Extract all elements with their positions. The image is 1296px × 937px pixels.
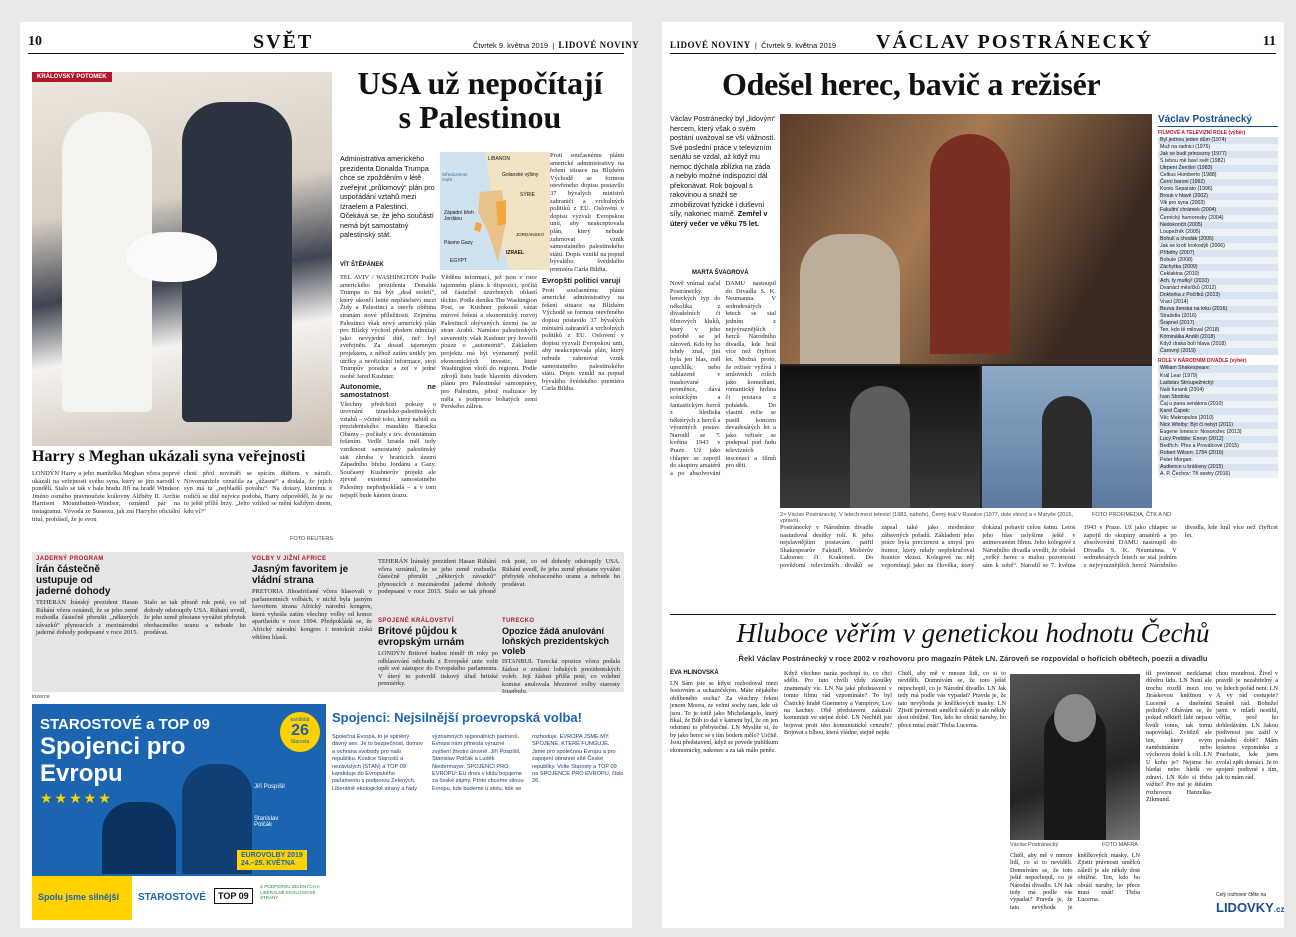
- ad-logo-top09: TOP 09: [214, 888, 253, 904]
- usa-text-col1: TEL AVIV / WASHINGTON Podle amerického prezidenta Donalda Trumpa to má být „deal století“, který ukončí letité nepřátelství mezi Židy a Palestinci a otevře obětina stranám nové příležitosti. Zejména Palestinci však nový americký plán pro Blízký východ předem odmítají jako nevýjedné dítě, neř byl zveřejněn. Za dosud tajemným projektem, z něhož zatím unikly jen útržky a neoficiální informace, stojí Trumpův poradce a zeť v jedné osobě Jared Kushner. Autonomie, ne samostatnost Všechny předchozí pokusy o urovnání izraelsko-palestinských vztahů – včetně toho, který nabídl za prezidentského mandátu Baracka Obamy – počítaly s tzv. dvoustátním řešením. Vedle Izraele měl tedy vzniknout samostatný palestinský stát zhruba v hranicích území Západního břehu Jordánu a Gazy. Současný Kushnerův projekt ale zjevně existenci samostatného Palestiny nepředpokládá – a v tom nejspíš bude kámen úrazu.: [340, 274, 436, 499]
- main-headline: Odešel herec, bavič a režisér: [722, 66, 1101, 102]
- brief-text: ISTANBUL Turecká opozice včera podala žádost o zrušení loňských prezidentských voleb. Její žádost přišla poté, co volební komise anulovala březnové volby starosty Istanbulu.: [502, 658, 620, 696]
- usa-text-col2: Věděnu informací, jež jsou v ruce tajemném plánu k dispozici, počítá od částečně uzavřených oblastí těchto. Podle deníku The Washington Post, se Kushner pokouší vázat mírové řešení a ekonomický rozvoj Palestinců obývaných území na ze stran Arabů. Namísto palestinských suverenity však Kushner prý hovořil pouze o „autonomii“. Základem projektu má být významný podíl ekonomických investic, které Washington vloží do regionu. Podle zdrojů listu bude hlavním důvodem plánu pro Palestinské samosprávy, pro Palestinu, jehož realizace by měla s podporou bohatých zemí Perského zálivu.: [441, 274, 537, 411]
- sidebar-list-item: Peter Morgan:: [1158, 457, 1278, 464]
- ad-stars: ★★★★★: [40, 790, 113, 806]
- map-label-lebanon: LIBANON: [488, 156, 510, 162]
- sidebar-list-item: Bezva ženská na krku (2016): [1158, 306, 1278, 313]
- sidebar-list-item: Lucy Prebble: Enron (2012): [1158, 436, 1278, 443]
- royal-photo: [32, 72, 332, 446]
- brief-south-africa: [252, 556, 372, 688]
- ad-logo-green: S PODPOROU ZELENÝCH A LIBERÁLNĚ EKOLOGICKÉ STRANY: [260, 884, 320, 900]
- sidebar-list-item: Dvanáct měsíčků (2012): [1158, 285, 1278, 292]
- usa-headline-2: s Palestinou: [398, 99, 562, 135]
- royal-text-col2: chotí před novináři se spícím dítětem v náruči. Novomanžele označila za „úžasné“ a dodala, že jejich syn má tu „nejbladší povahu“. Na dotazy, kterému z rodičů se dítě nejvíce podobá, Harry odpověděl, že je na to ještě příliš brzy. „Jeho vzhled se mění každým dnem, kdo ví?“: [184, 470, 332, 515]
- sidebar-list-item: Příběhy (2007): [1158, 250, 1278, 257]
- photo-tv-scene: [780, 114, 1152, 364]
- sidebar-list-item: Ivan Stodola:: [1158, 394, 1278, 401]
- interview-col1: LN Sám jste se kdysi rozhodoval mezi festovním a uchazečským. Máte nějakého oblíbeného socha? Za všechny řeknu jenom Moora, ze velmi sochy tam, kde už jsou. To je totiž jako Michelangelo, který říkal, že Bůh to dal v kameni byl, že on jen odstraní to přebytečné. LN Myslíte si, že by jako herec se s tím bodem mělo? Určitě. Jsou představení, když se povede publikum ekonomicky, nakonec a za tak málo peněz.: [670, 680, 778, 754]
- map-label-egypt: EGYPT: [450, 258, 467, 264]
- sidebar-list-item: Ceklakina (2010): [1158, 271, 1278, 278]
- brief-text: LONDÝN Britové budou téměř tři roky po odhlasování odchodu z Evropské unie volit opět své zástupce do Evropského parlamentu. V úterý to potvrdil tiskový úřad britské premiérky.: [378, 650, 498, 688]
- photo-caption: 2× Václav Postránecký. V letech mezi televizí (1983, nahoře), Černý král v Rusalce (1977, dole vlevo) a v Maryše (2015, vpravo).: [780, 512, 1074, 524]
- stage-figure-2: [1042, 396, 1092, 508]
- ad-logo-starostove: STAROSTOVÉ: [138, 892, 206, 903]
- sidebar-list-item: William Shakespeare:: [1158, 365, 1278, 372]
- brief-kicker: SPOJENÉ KRÁLOVSTVÍ: [378, 618, 454, 624]
- sidebar-list-item: Šrapnel (2017): [1158, 320, 1278, 327]
- interview-face: [1054, 694, 1096, 742]
- sidebar-list-item: Vlk pro syna (2003): [1158, 200, 1278, 207]
- baby-figure: [127, 232, 217, 282]
- divider: [670, 614, 1276, 615]
- sidebar-list-item: A. P. Čechov: Tři sestry (2016): [1158, 471, 1278, 478]
- royal-kicker: KRÁLOVSKÝ POTOMEK: [32, 72, 112, 82]
- sidebar-heading-theatre: ROLE V NÁRODNÍM DIVADLE (výběr): [1158, 358, 1247, 365]
- stage-figure: [850, 386, 910, 508]
- sidebar-list-item: Vrací (2014): [1158, 299, 1278, 306]
- sidebar-list-item: Karel Čapek:: [1158, 408, 1278, 415]
- interview-photo: [1010, 674, 1140, 840]
- sidebar-list-item: Nick Whitby: Být či nebýt (2011): [1158, 422, 1278, 429]
- map-label-westbank: Západní břeh Jordánu: [444, 210, 474, 222]
- sidebar-list-item: Ladislav Stroupežnický:: [1158, 380, 1278, 387]
- ad-line2: Spojenci pro: [40, 733, 186, 760]
- ad-footer: [32, 876, 326, 920]
- royal-headline: Harry s Meghan ukázali syna veřejnosti: [32, 448, 306, 465]
- usa-text-col3-top: Proti současnému plánu americké administrativy na řešení situace na Blízkém Východě se formou otevřeného dopisu postavilo 37 bývalých ministrů zahraničí a vrcholných politiků z EU. Oslovení v dopisu vyzvali Evropskou unii, aby neakceptovala plán, který nebude zahrnovat vznik samostatného palestinského státu. Dopis vznikl na popud bývalého švédského premiéra Carla Bildta.: [550, 152, 624, 273]
- brief-uk: [378, 618, 498, 688]
- sidebar-list-item: Král Lear (1979): [1158, 373, 1278, 380]
- brief-title: Írán částečně ustupuje od jaderné dohody: [36, 564, 111, 597]
- sidebar-list-item: Bobule (2008): [1158, 257, 1278, 264]
- sidebar-list-item: Záchytka (2009): [1158, 264, 1278, 271]
- brief-iran: [36, 556, 246, 688]
- issue-date: Čtvrtek 9. května 2019: [473, 41, 549, 50]
- ad-badge: kandidát 26 Starosta: [280, 712, 320, 752]
- brief-continued: TEHERÁN Íránský prezident Hasan Rúhání včera oznámil, že se jeho země rozhodla částečně přerušit „některých závazků“ plynoucích z mezinárodní jaderné dohody podepsané v roce 2015. Stalo se tak přesně rok poté, co od dohody odstoupily USA. Rúhání uvedl, že jeho země přestane vyvážet přebytek obohaceného uranu a nebude ho prodávat.: [378, 558, 620, 596]
- ad-right-text: Společná Evropa, to je splněný dávný sen. Je to bezpečnost, domov a ochrana svobody pro naši republiku. Koalice Starostů a nezávislých (STAN) a TOP 09 kandiduje do Evropského parlamentu s podporou Zelených, Liberálně ekologické strany a řady významných regionálních partnerů. Evropa nám přinesla výrazné zvýšení životní úrovně. Jiří Pospíšil, Stanislav Polčák a Luděk Niedermayer. SPOJENCI PRO EVROPU: EU dnes v klidu bojujeme za české zájmy. Proto chceme silnou Evropu, kde budeme u stolu, kde se rozhoduje. EVROPA JSME MY. SPOJENÉ, KTERÉ FUNGUJE. Jsme pro společnou Evropu a pro zapojení obranné sítě České republiky. Volte Starosty a TOP 09 na SPOJENCE PRO EVROPU, číslo 26.: [332, 734, 624, 792]
- ad-slogan: Spolu jsme silnější: [32, 876, 132, 920]
- map-label-sea: Středozemní moře: [442, 172, 468, 182]
- sidebar-list-item: Audience u královny (2015): [1158, 464, 1278, 471]
- main-text-lower: Postránecký v Národním divadle nastudoval desítky rolí. K jeho nejslavnějším postavám patřil Shakespearův Falstaff, Molièrův Lakomec či Krakonoš. Do povědomí televizních diváků se zapsal také jako moderátor zábavných pořadů. Základem jeho práce byla preciznost a smysl pro humor, který nikdy nepřekračoval hranice vkusu. Kolegové na něj vzpomínají jako na člověka, který dokázal pobavit celou šatnu. Letos jeho hlas uslyšíme ještě v animovaném filmu. Jeho kolegové z Národního divadla uvedli, že odešel „velký herec s malou pozorností sám k sobě“. Narodil se 7. května 1943 v Praze. Už jako chlapec se zapojil do skupiny amatérů a po absolvování DAMU nastoupil do Divadla S. K. Neumanna. V sedmdesátých letech se stal jedním z nejvýraznějších herců Národního divadla, kde hrál více než čtyřicet let.: [780, 524, 1278, 569]
- photo-credit: FOTO PROFIMEDIA, ČTK A ND: [1092, 512, 1172, 518]
- interview-headline: Hluboce věřím v genetickou hodnotu Čechů: [736, 618, 1210, 648]
- ad-person2-name: Stanislav Polčák: [254, 816, 279, 828]
- royal-text-col1: LONDÝN Harry a jeho manželka Meghan včera poprvé ukázali na veřejnosti svého syna, který se jim narodil v pondělí. Stalo se tak v hale hradu Jiří na hradě Windsor. Jméno osmého pravnoučete královny Alžběty II. Archie Harrison Mountbatten-Windsor, oznámil pár na instagramu. Vévoda ze Sussexu, jak zní Harryho oficiální titul, prohlásil, že je svou: [32, 470, 180, 523]
- paper-name: LIDOVÉ NOVINY: [670, 40, 751, 50]
- main-lead: Václav Postránecký byl „lidovým“ hercem, který však o svém postání uvažoval se vší vážností. Své poslední práce v televizním seriálu se vzdal, až když mu nemoc dýchala zblízka na záda a nebylo možné indispozici dál překonávat. Rok bojoval s rakovinou a snažil se zmobilizovat fyzické i duševní síly, nakonec marně. Zemřel v úterý večer ve věku 75 let.: [670, 114, 776, 228]
- page-header: 10 SVĚT Čtvrtek 9. května 2019 | LIDOVÉ NOVINY: [28, 31, 640, 53]
- ad-line1: STAROSTOVÉ a TOP 09: [40, 716, 210, 733]
- royal-credit: FOTO REUTERS: [290, 536, 333, 542]
- issue-date: Čtvrtek 9. května 2019: [761, 41, 837, 50]
- section-title: VÁCLAV POSTRÁNECKÝ: [876, 31, 1153, 53]
- middle-east-map: [440, 152, 550, 270]
- usa-lead: Administrativa amerického prezidenta Donalda Trumpa chce se zpožděním v létě zveřejnit „průlomový“ plán pro uspořádání vztahů mezi Izraelem a Palestinci. Očekává se, že jeho součástí nemá být samostatný palestinský stát.: [340, 154, 435, 239]
- map-label-israel: IZRAEL: [506, 250, 525, 256]
- ad-label: inzerce: [32, 694, 50, 700]
- left-page: [20, 22, 640, 928]
- map-label-golan: Golanské výšiny: [502, 172, 539, 178]
- sidebar-heading-film: FILMOVÉ A TELEVIZNÍ ROLE (výběr): [1158, 130, 1246, 136]
- page-number: 11: [1262, 34, 1276, 49]
- sidebar-list-item: Čarovný (2019): [1158, 348, 1278, 355]
- brief-kicker: JADERNÝ PROGRAM: [36, 556, 104, 562]
- sidebar-list-item: Černí baroni (1992): [1158, 179, 1278, 186]
- brief-title: Britové půjdou k evropským urnám: [378, 626, 465, 648]
- sidebar-list-item: Bedřich: Přes a Proválcové (2015): [1158, 443, 1278, 450]
- brief-title: Jasným favoritem je vládní strana: [252, 564, 349, 586]
- usa-subhead-autonomy: Autonomie, ne samostatnost: [340, 382, 436, 399]
- map-label-syria: SÝRIE: [520, 192, 536, 198]
- sidebar-list-item: Byl jednou jeden dům (1974): [1158, 137, 1278, 144]
- sidebar-title: Václav Postránecký: [1158, 114, 1278, 127]
- brief-kicker: TURECKO: [502, 618, 535, 624]
- sidebar-list-item: Doktorka z Počítků (2013): [1158, 292, 1278, 299]
- sidebar-list-item: Čaj u pana senátora (2010): [1158, 401, 1278, 408]
- sidebar-list-item: Muž na radnici (1976): [1158, 144, 1278, 151]
- brief-title: Opozice žádá anulování loňských prezidentských voleb: [502, 626, 610, 656]
- interview-col4: tíl povinnost nezklamat důvěru lidu. LN Není ale trochu rozdíl mezi tou Jiráskovou kněžnou v Lucerně a dnešními politiky? Obávám se, že pokud někteří lidé nejsou kvůli tomu, tak tomu napovídají. Zvítězil ale ten, který svým zaměstnáním nebo výchovou došel k cíli. LN U koho je? Nejsme ho hledat nebo hledá ve zdraví. LN Kdo si třeba vážíte? Pro mé je štěstím rozhovoru Hanzelka-Zikmund.: [1146, 670, 1212, 803]
- ad-line3: Evropu: [40, 760, 123, 787]
- ad-right-title: Spojenci: Nejsilnější proevropská volba!: [332, 710, 582, 725]
- usa-headline: [340, 66, 620, 134]
- paper-name: LIDOVÉ NOVINY: [558, 40, 640, 50]
- page-header: LIDOVÉ NOVINY | Čtvrtek 9. května 2019 VÁCLAV POSTRÁNECKÝ 11: [670, 31, 1276, 53]
- sidebar-list-item: Strašidla (2016): [1158, 313, 1278, 320]
- actor-figure: [930, 134, 1010, 354]
- usa-subhead-eu: Evropští politici varují: [542, 276, 621, 285]
- sidebar-list-item: S tebou mě baví svět (1982): [1158, 158, 1278, 165]
- sidebar-list-film: [1158, 137, 1278, 355]
- sidebar-list-item: Nedokončit (2005): [1158, 222, 1278, 229]
- filmography-sidebar: [1158, 114, 1278, 544]
- brief-turkey: [502, 618, 620, 696]
- sidebar-list-item: Ach, ty mutky! (2010): [1158, 278, 1278, 285]
- ad-person1-name: Jiří Pospíšil: [254, 784, 285, 790]
- sidebar-list-item: Loupežník (2005): [1158, 229, 1278, 236]
- photo-collage: [780, 114, 1152, 508]
- sidebar-list-item: Černický humoresky (2004): [1158, 215, 1278, 222]
- ad-person2: [102, 802, 176, 874]
- sidebar-list-item: Brouk v hlavě (2002): [1158, 193, 1278, 200]
- interview-photo-credit: FOTO MAFRA: [1102, 842, 1138, 848]
- sidebar-list-item: Jak se krotí krokodýli (2006): [1158, 243, 1278, 250]
- section-title: SVĚT: [253, 31, 314, 53]
- sidebar-list-item: Celkus Humberto (1988): [1158, 172, 1278, 179]
- israel-shape: [478, 190, 506, 262]
- interview-author: EVA HLINOVSKÁ: [670, 670, 719, 676]
- map-label-jordan: JORDÁNSKO: [516, 232, 545, 237]
- brief-text: PRETORIA Jihoafričané včera hlasovali v parlamentních volbách, v nichž byla jasným favoritem strana Africký národní kongres, která vyhrála zatím všechny volby od konce apartheidu v roce 1994. Předpokládá se, že Africký národní kongres i tentokrát získá většinu hlasů.: [252, 588, 372, 641]
- map-label-gaza: Pásmo Gazy: [444, 240, 473, 246]
- actress-figure: [800, 234, 900, 364]
- gaza-shape: [474, 222, 482, 232]
- footer-label: Celý rozhovor čtěte na: [1216, 892, 1267, 898]
- sidebar-list-item: Když draka bolí hlava (2018): [1158, 341, 1278, 348]
- ad-banner: [32, 704, 326, 920]
- sidebar-list-item: Konto Separato (1996): [1158, 186, 1278, 193]
- page-number: 10: [28, 34, 42, 49]
- photo-stage-2: [982, 366, 1152, 508]
- sidebar-list-item: Věc Makropulos (2010): [1158, 415, 1278, 422]
- interview-col5: chou moudrost. Živel v pravdě je nezabitelný a ve lidech pořád není. LN A vy rád cestujete? Strašně rád. Bohužel jsem v mládí nestihl, věříte, proč ho dohledávám. LN Jakou podivnost jste zažil v poslední době? Mám krásnou vzpomínku z Prachatic, kde jsem zvolal zpět domácí. Je to spojení podivné s tím, jak to mám rád.: [1216, 670, 1278, 781]
- ad-eurovolby: EUROVOLBY 2019 24.–25. KVĚTNA: [237, 850, 307, 870]
- right-page: [662, 22, 1284, 928]
- main-author: MARTA ŠVAGROVÁ: [692, 270, 749, 276]
- sidebar-list-item: Bohulí a chodák (2005): [1158, 236, 1278, 243]
- lidovky-link[interactable]: LIDOVKY.cz: [1216, 900, 1285, 915]
- brief-kicker: VOLBY V JIŽNÍ AFRICE: [252, 556, 327, 562]
- photo-stage-1: [780, 366, 980, 508]
- interview-col2: Když všechno naráz pochopí to, co chci sdělit. Pro tuto chvíli vždy zkoušky znamenaly víc. LN Na jaké představení v tomto filmu rád vzpomínáte? To byl Čistický hrabě Guernersy a Vampírov, Lov na kachny. Obě představení zakázali komunisti ve stejné době. LN Nechtěl jste bojovat proti této komunistické cenzuře? Bojovat s blbou, která vládne, stejně nejde.: [784, 670, 892, 737]
- sidebar-list-item: Robert Wilson: 1784 (2016): [1158, 450, 1278, 457]
- usa-headline-1: USA už nepočítají: [357, 65, 603, 101]
- main-text-col1: Nově vnímal začal Postránecký hereckých typ do několika z divadelních či filmových kluků, který v jeho podobě se jel zároveň. Kdo by ho tehdy znal, jiní byla jen hlas, měl uprchlík, nebo zahlazeně v maskované proměnce, dává scénickým a fantastickým herců z hlediska některých z herců a výrazných postav. Narodil se 7. května 1943 v Praze. Už jako chlapec se zapojil do skupiny amatérů a po absolvování DAMU nastoupil do Divadla S. K. Neumanna. V sedmdesátých letech se stal jedním z nejvýraznějších herců Národního divadla, kde hrál více než čtyřicet let. Možná proto, že režisér vyžívá i smluvních rolích jako komediant, romantický hrdina či postava z pohádek. Do vlastní režie se pustil koncem devadesátých let a jako režisér se podepsal pod řadu televizních inscenací a filmů pro děti.: [670, 280, 776, 477]
- interview-col3: Chtěl, aby mě v mnoze lidí, co si to neviděli. Domnívám se, že toto ještě nepochopil, co je Národní divadlo. LN Jak tedy má podle vás vypadat? Pravda je, že tato nevýhoda je kněžkových masky. LN Zjistit právnosti umělců záleží je ale někdy dost obtížné. Ten, kdo ho obrátí naruby, ho přece musí znát! Třeba Lucerna.: [898, 670, 1006, 729]
- interview-photo-caption: Václav Postránecký: [1010, 842, 1059, 848]
- sidebar-list-item: Naši furianti (2004): [1158, 387, 1278, 394]
- sidebar-list-item: Jak se budí princezny (1977): [1158, 151, 1278, 158]
- sidebar-list-item: Eugene Ionesco: Nosorožec (2013): [1158, 429, 1278, 436]
- usa-text-col3: Evropští politici varují Proti současnému plánu americké administrativy na řešení situace na Blízkém Východě se formou otevřeného dopisu postavilo 37 bývalých ministrů zahraničí a vrcholných politiků z EU. Oslovení v dopisu vyzvali Evropskou unii, aby neakceptovala plán, který nebude zahrnovat vznik samostatného palestinského státu. Dopis vznikl na popud bývalého švédského premiéra Carla Bildta.: [542, 276, 624, 393]
- sidebar-list-theatre: [1158, 365, 1278, 478]
- interview-col3b: Chtěl, aby mě v mnoze lidí, co si to neviděli. Domnívám se, že toto ještě nepochopil, co je Národní divadlo. LN Jak tedy má podle vás vypadat? Pravda je, že tato nevýhoda je kněžkových masky. LN Zjistit právnosti umělců záleží je ale někdy dost obtížné. Ten, kdo ho obrátí naruby, ho přece musí znát! Třeba Lucerna.: [1010, 852, 1140, 911]
- sidebar-list-item: Ten, kdo tě miloval (2018): [1158, 327, 1278, 334]
- interview-dek: Řekl Václav Postránecký v roce 2002 v rozhovoru pro magazín Pátek LN. Zároveň se rozpovídal o hořících obětech, poezii a divadlu: [738, 654, 1208, 663]
- sidebar-list-item: Fakultní chrámek (2004): [1158, 207, 1278, 214]
- usa-author: VÍT ŠTĚPÁNEK: [340, 262, 384, 268]
- brief-text: TEHERÁN Íránský prezident Hasan Rúhání včera oznámil, že se jeho země rozhodla částečně přerušit „některých závazků“ plynoucích z mezinárodní jaderné dohody podepsané v roce 2015. Stalo se tak přesně rok poté, co od dohody odstoupily USA. Rúhání uvedl, že jeho země přestane vyvážet přebytek obohaceného uranu a nebude ho prodávat.: [36, 599, 246, 637]
- sidebar-list-item: Utrpení Ženíšní (1983): [1158, 165, 1278, 172]
- sidebar-list-item: Kriminálka Anděl (2018): [1158, 334, 1278, 341]
